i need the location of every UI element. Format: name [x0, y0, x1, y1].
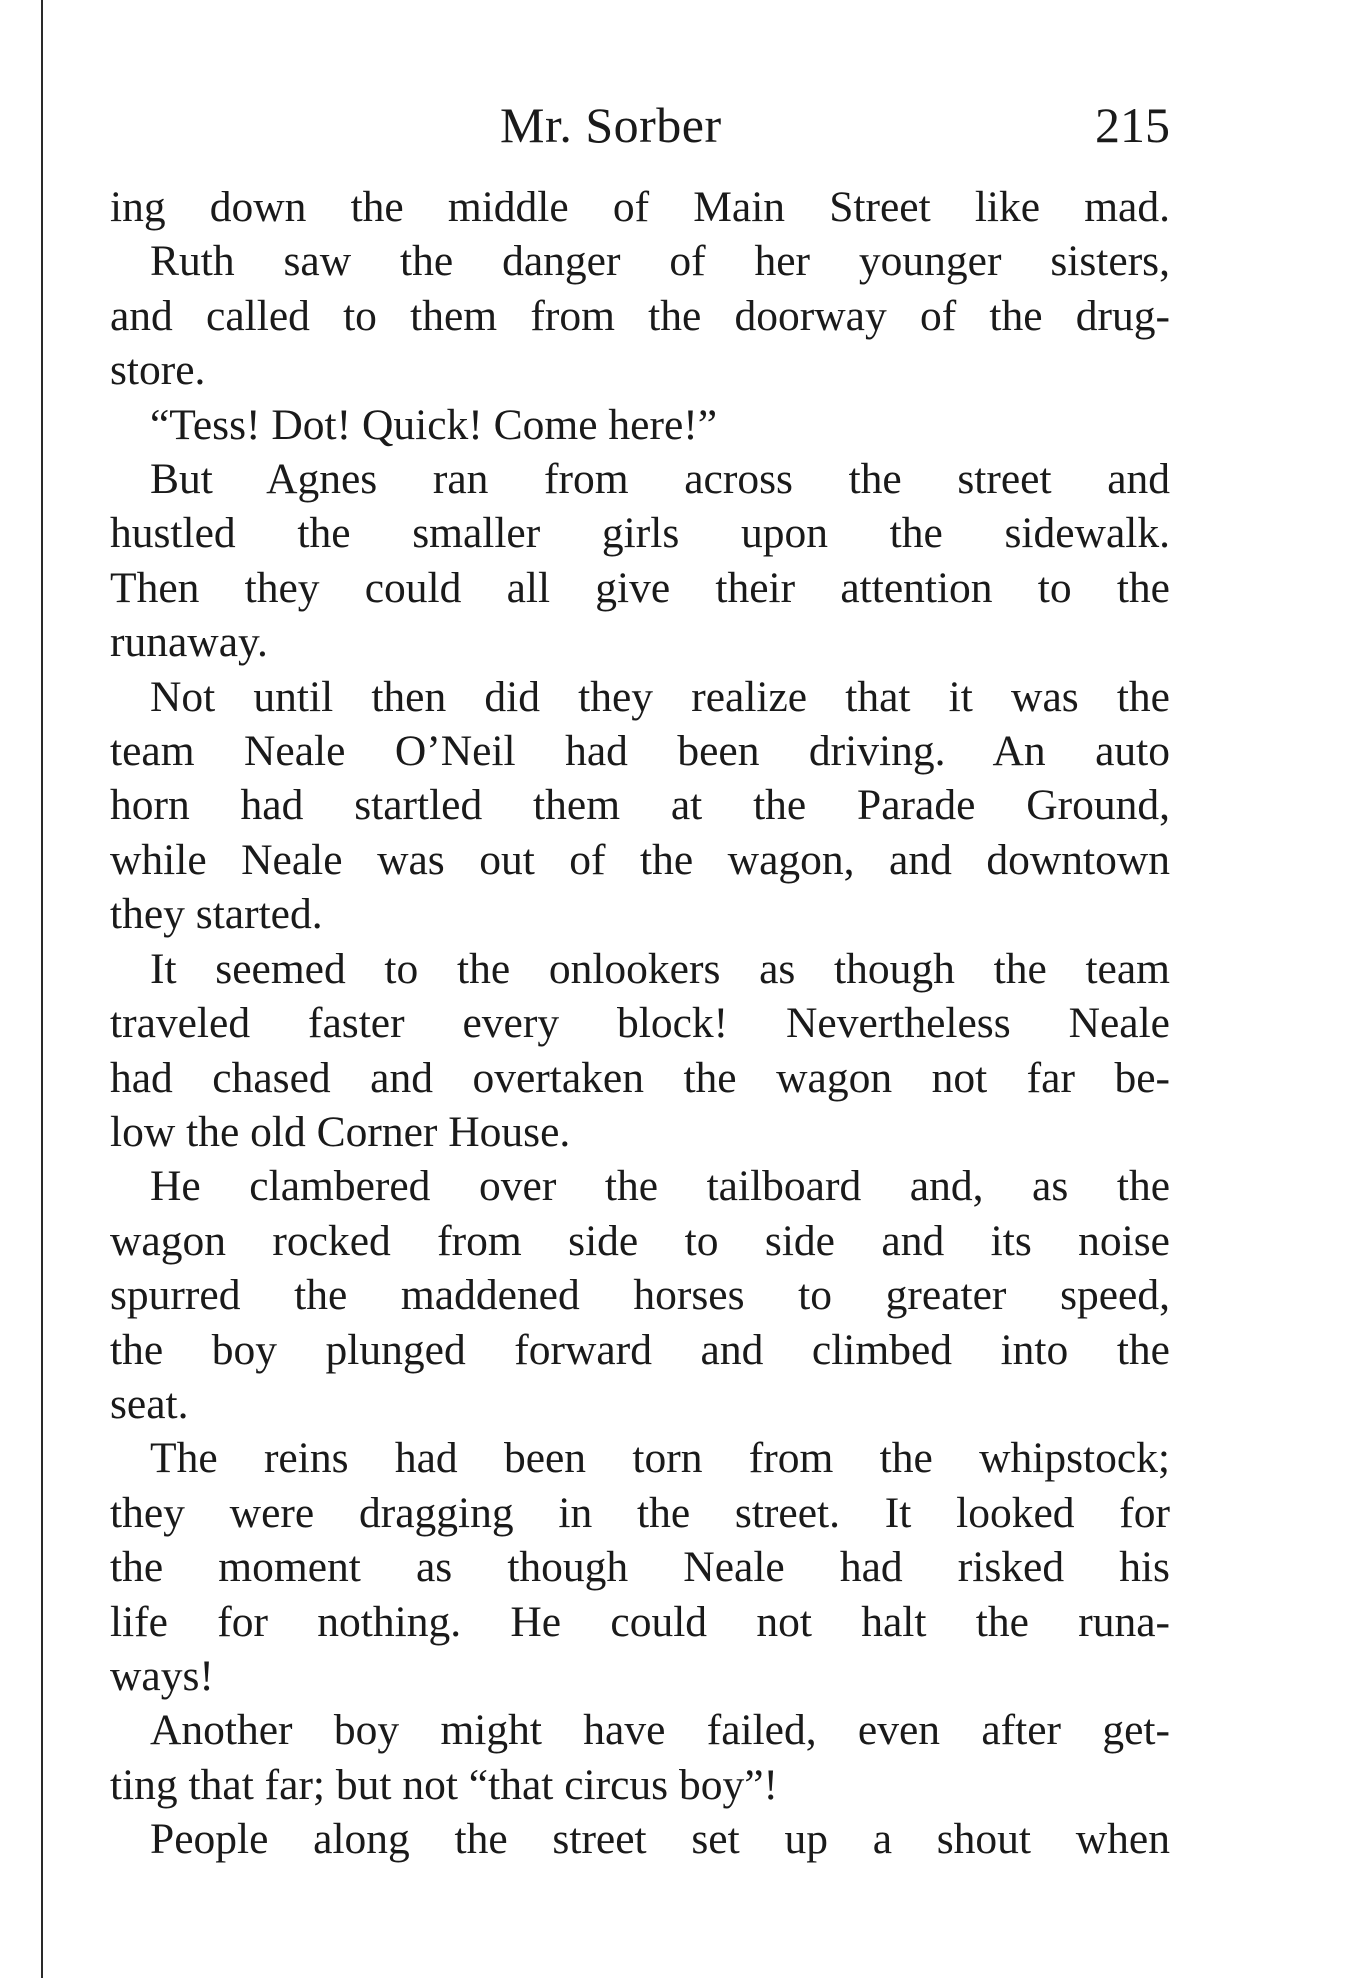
text-line: team Neale O’Neil had been driving. An auto — [110, 727, 1170, 776]
text-line: People along the street set up a shout when — [150, 1815, 1170, 1864]
text-line: the boy plunged forward and climbed into the — [110, 1325, 1170, 1374]
text-line: spurred the maddened horses to greater speed, — [110, 1271, 1170, 1320]
text-line: while Neale was out of the wagon, and downtown — [110, 835, 1170, 884]
text-line: and called to them from the doorway of the drug- — [110, 291, 1170, 340]
text-line: seat. — [110, 1379, 189, 1428]
body-text — [110, 180, 1170, 1867]
text-line: He clambered over the tailboard and, as the — [150, 1162, 1170, 1211]
text-line: wagon rocked from side to side and its noise — [110, 1216, 1170, 1265]
page-binding-line — [41, 0, 43, 1978]
text-line: they started. — [110, 890, 323, 939]
text-line: Another boy might have failed, even after get- — [150, 1706, 1170, 1755]
text-line: horn had startled them at the Parade Ground, — [110, 781, 1170, 830]
text-line: ting that far; but not “that circus boy”! — [110, 1760, 779, 1809]
text-line: life for nothing. He could not halt the runa- — [110, 1597, 1170, 1646]
text-line: Then they could all give their attention to the — [110, 563, 1170, 612]
text-line: But Agnes ran from across the street and — [150, 455, 1170, 504]
running-title: Mr. Sorber — [500, 97, 722, 153]
text-line: runaway. — [110, 618, 268, 667]
text-line: they were dragging in the street. It looked for — [110, 1488, 1170, 1537]
text-line: low the old Corner House. — [110, 1107, 571, 1156]
page-header — [110, 88, 1170, 162]
text-line: ways! — [110, 1651, 214, 1700]
text-line: Ruth saw the danger of her younger sisters, — [150, 237, 1170, 286]
text-line: traveled faster every block! Nevertheless Neale — [110, 999, 1170, 1048]
text-line: “Tess! Dot! Quick! Come here!” — [150, 400, 718, 449]
text-line: The reins had been torn from the whipstock; — [150, 1434, 1170, 1483]
page-number: 215 — [1095, 97, 1170, 153]
book-page — [110, 88, 1170, 1867]
text-line: It seemed to the onlookers as though the team — [150, 944, 1170, 993]
text-line: hustled the smaller girls upon the sidewalk. — [110, 509, 1170, 558]
text-line: ing down the middle of Main Street like mad. — [110, 183, 1170, 231]
text-line: had chased and overtaken the wagon not far be- — [110, 1053, 1170, 1102]
text-line: Not until then did they realize that it was the — [150, 672, 1170, 721]
text-line: store. — [110, 346, 206, 395]
text-line: the moment as though Neale had risked his — [110, 1543, 1170, 1592]
